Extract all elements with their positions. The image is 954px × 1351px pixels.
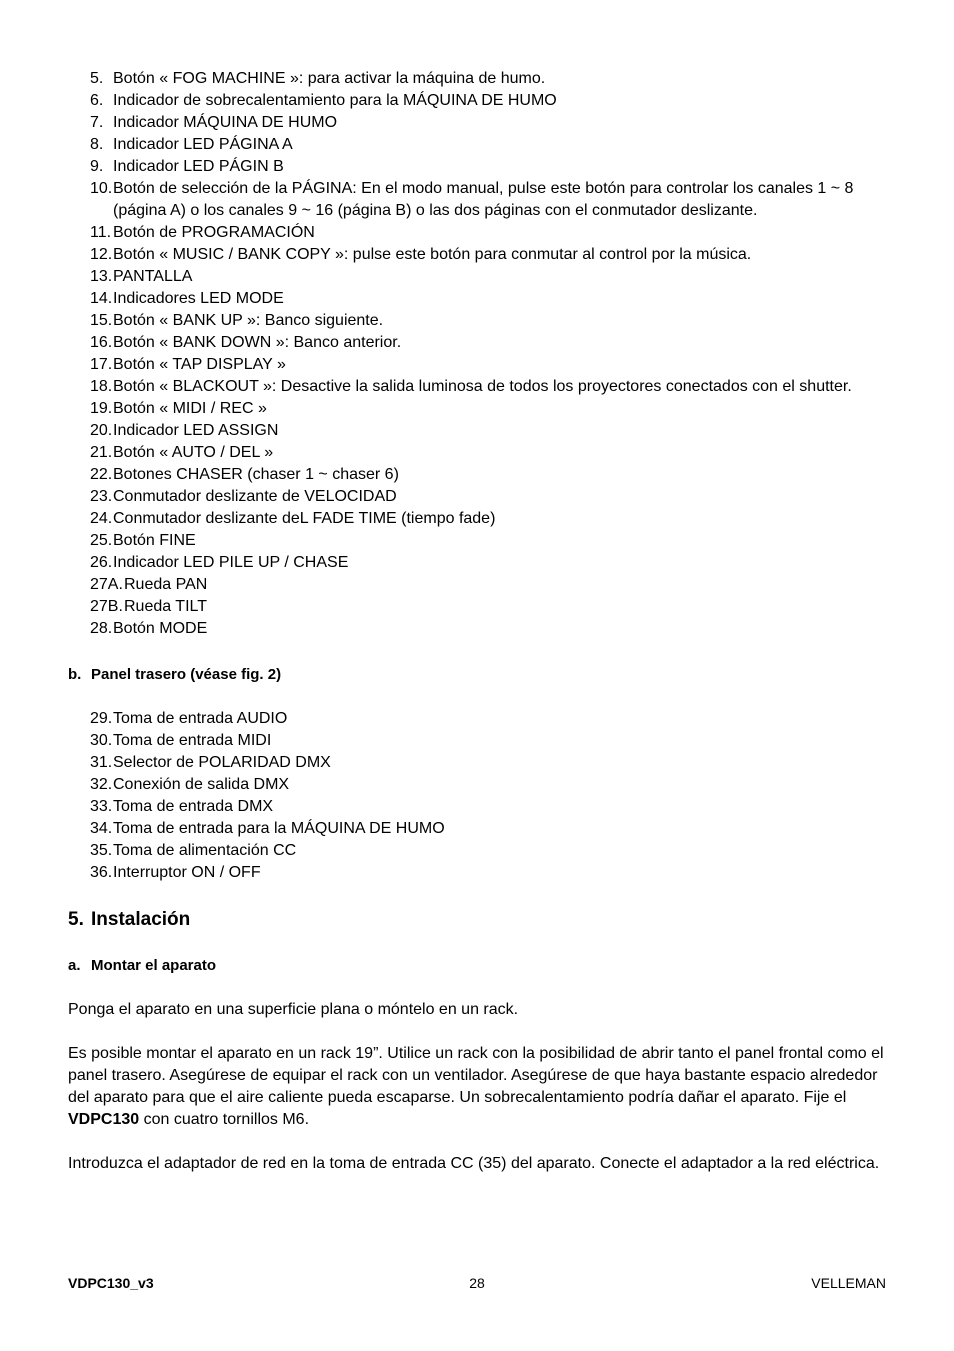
- item-number: 16.: [90, 334, 113, 351]
- list-item: [90, 376, 890, 398]
- footer-model: VDPC130_v3: [68, 1275, 154, 1291]
- item-text: Indicador LED PÁGINA A: [113, 136, 293, 153]
- item-text: Indicador LED PILE UP / CHASE: [113, 554, 349, 571]
- list-item: [90, 752, 890, 774]
- item-text: Botón de selección de la PÁGINA: En el modo manual, pulse este botón para controlar los canales 1 ~ 8 (página A) o los canales 9 ~ 16 (página B) o las dos páginas con el conmutador deslizante.: [113, 180, 854, 219]
- item-text: Botón « MUSIC / BANK COPY »: pulse este botón para conmutar al control por la música.: [113, 246, 752, 263]
- paragraph-text: Es posible montar el aparato en un rack 19”. Utilice un rack con la posibilidad de abrir tanto el panel frontal como el panel trasero. Asegúrese de equipar el rack con un ventilador. Asegúrese de que haya bastante espacio alrededor del aparato para que el aire caliente pueda escaparse. Un sobrecalentamiento podría dañar el aparato. Fije el: [68, 1045, 884, 1106]
- list-item: [90, 244, 890, 266]
- item-number: 14.: [90, 290, 113, 307]
- item-text: Indicador MÁQUINA DE HUMO: [113, 114, 338, 131]
- item-text: Interruptor ON / OFF: [113, 864, 261, 881]
- item-number: 34.: [90, 820, 113, 837]
- list-item: [90, 354, 890, 376]
- section-number: 5.: [68, 909, 84, 930]
- item-text: Botón « AUTO / DEL »: [113, 444, 274, 461]
- list-item: [90, 708, 890, 730]
- item-number: 35.: [90, 842, 113, 859]
- item-number: 24.: [90, 510, 113, 527]
- section-title-text: Instalación: [91, 909, 191, 930]
- item-number: 26.: [90, 554, 113, 571]
- list-item: [90, 68, 890, 90]
- item-text: Selector de POLARIDAD DMX: [113, 754, 331, 771]
- list-item: [90, 818, 890, 840]
- item-text: PANTALLA: [113, 268, 193, 285]
- item-number: 9.: [90, 158, 104, 175]
- list-item: [90, 420, 890, 442]
- item-number: 11.: [90, 224, 112, 241]
- item-number: 21.: [90, 444, 113, 461]
- item-text: Botón de PROGRAMACIÓN: [113, 224, 315, 241]
- list-item: [90, 288, 890, 310]
- item-text: Toma de entrada AUDIO: [113, 710, 288, 727]
- paragraph: Introduzca el adaptador de red en la toma de entrada CC (35) del aparato. Conecte el adaptador a la red eléctrica.: [68, 1155, 880, 1172]
- list-item: [90, 134, 890, 156]
- subsection-heading: [68, 955, 216, 977]
- list-item: [90, 90, 890, 112]
- list-item: [90, 796, 890, 818]
- item-number: 19.: [90, 400, 113, 417]
- item-number: 23.: [90, 488, 113, 505]
- item-number: 27B.: [90, 598, 123, 615]
- item-text: Indicadores LED MODE: [113, 290, 284, 307]
- item-text: Toma de alimentación CC: [113, 842, 297, 859]
- item-number: 22.: [90, 466, 113, 483]
- item-text: Toma de entrada para la MÁQUINA DE HUMO: [113, 820, 445, 837]
- section-title: [68, 906, 190, 934]
- item-number: 27A.: [90, 576, 123, 593]
- item-text: Botón « BLACKOUT »: Desactive la salida luminosa de todos los proyectores conectados con el shutter.: [113, 378, 852, 395]
- item-number: 28.: [90, 620, 113, 637]
- item-number: 5.: [90, 70, 104, 87]
- item-number: 20.: [90, 422, 113, 439]
- item-number: 7.: [90, 114, 104, 131]
- list-item: [90, 596, 890, 618]
- footer-brand: VELLEMAN: [811, 1275, 886, 1291]
- list-item: [90, 178, 890, 222]
- item-text: Indicador de sobrecalentamiento para la MÁQUINA DE HUMO: [113, 92, 557, 109]
- list-item: [90, 730, 890, 752]
- rear-panel-list: [90, 708, 890, 884]
- item-text: Conmutador deslizante de VELOCIDAD: [113, 488, 397, 505]
- item-number: 15.: [90, 312, 113, 329]
- item-text: Conmutador deslizante deL FADE TIME (tiempo fade): [113, 510, 496, 527]
- model-name: VDPC130: [68, 1111, 140, 1128]
- item-text: Botón FINE: [113, 532, 196, 549]
- list-item: [90, 486, 890, 508]
- item-text: Botón « MIDI / REC »: [113, 400, 267, 417]
- item-number: 18.: [90, 378, 113, 395]
- item-text: Rueda PAN: [124, 576, 208, 593]
- front-panel-list: [90, 68, 890, 640]
- list-item: [90, 112, 890, 134]
- item-text: Conexión de salida DMX: [113, 776, 290, 793]
- list-item: [90, 862, 890, 884]
- item-text: Rueda TILT: [124, 598, 208, 615]
- page-number: 28: [469, 1275, 485, 1291]
- list-item: [90, 310, 890, 332]
- list-item: [90, 266, 890, 288]
- list-item: [90, 840, 890, 862]
- item-number: 17.: [90, 356, 113, 373]
- list-item: [90, 530, 890, 552]
- item-text: Indicador LED ASSIGN: [113, 422, 279, 439]
- list-item: [90, 156, 890, 178]
- item-number: 33.: [90, 798, 113, 815]
- item-number: 25.: [90, 532, 113, 549]
- list-item: [90, 618, 890, 640]
- item-text: Indicador LED PÁGIN B: [113, 158, 284, 175]
- item-text: Botón « FOG MACHINE »: para activar la máquina de humo.: [113, 70, 546, 87]
- rear-panel-heading: [68, 664, 281, 686]
- subsection-title: Montar el aparato: [91, 957, 217, 974]
- list-item: [90, 332, 890, 354]
- item-text: Toma de entrada MIDI: [113, 732, 272, 749]
- list-item: [90, 552, 890, 574]
- list-item: [90, 774, 890, 796]
- paragraph: Ponga el aparato en una superficie plana o móntelo en un rack.: [68, 1001, 519, 1018]
- item-text: Botones CHASER (chaser 1 ~ chaser 6): [113, 466, 399, 483]
- item-text: Botón MODE: [113, 620, 208, 637]
- item-text: Toma de entrada DMX: [113, 798, 274, 815]
- item-text: Botón « TAP DISPLAY »: [113, 356, 286, 373]
- item-number: 12.: [90, 246, 113, 263]
- heading-label: b.: [68, 666, 82, 683]
- list-item: [90, 442, 890, 464]
- list-item: [90, 222, 890, 244]
- item-number: 29.: [90, 710, 113, 727]
- item-number: 32.: [90, 776, 113, 793]
- heading-text: Panel trasero (véase fig. 2): [91, 666, 282, 683]
- list-item: [90, 464, 890, 486]
- item-text: Botón « BANK UP »: Banco siguiente.: [113, 312, 384, 329]
- paragraph: [68, 1043, 888, 1131]
- item-number: 36.: [90, 864, 113, 881]
- item-number: 13.: [90, 268, 113, 285]
- paragraph-text-end: con cuatro tornillos M6.: [139, 1111, 310, 1128]
- item-number: 31.: [90, 754, 113, 771]
- list-item: [90, 508, 890, 530]
- subsection-label: a.: [68, 957, 81, 974]
- item-number: 6.: [90, 92, 104, 109]
- item-text: Botón « BANK DOWN »: Banco anterior.: [113, 334, 402, 351]
- item-number: 8.: [90, 136, 104, 153]
- item-number: 10.: [90, 180, 113, 197]
- item-number: 30.: [90, 732, 113, 749]
- list-item: [90, 574, 890, 596]
- list-item: [90, 398, 890, 420]
